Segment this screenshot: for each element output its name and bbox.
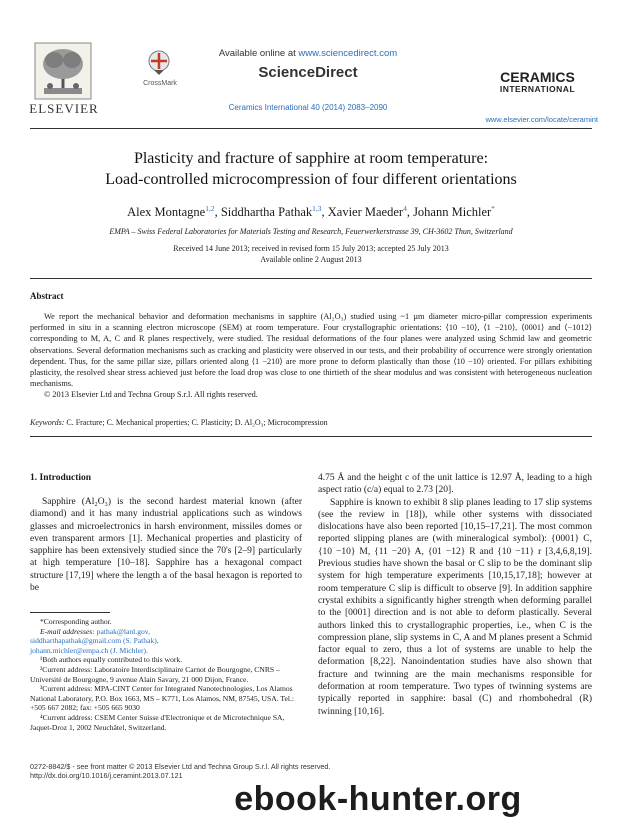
elsevier-tree-logo-icon	[34, 42, 92, 100]
footnote-4: ⁴Current address: CSEM Center Suisse d'Electronique et de Microtechnique SA, Jaquet-Droz 1, 2002 Neuchâtel, Switzerland.	[30, 712, 285, 732]
author-name: Xavier Maeder	[327, 205, 404, 219]
article-dates	[30, 244, 592, 265]
email-link-pathak-lanl[interactable]: pathak@lanl.gov,	[96, 626, 150, 636]
corresponding-author-mark[interactable]: *	[491, 204, 495, 213]
author-affil-mark[interactable]: 1,2	[205, 204, 215, 213]
email-link-pathak-gmail[interactable]: siddharthapathak@gmail.com (S. Pathak),	[30, 636, 159, 646]
online-date: Available online 2 August 2013	[260, 254, 362, 264]
author-affil-mark[interactable]: 1,3	[312, 204, 322, 213]
footnote-2: ²Current address: Laboratoire Interdisciplinaire Carnot de Bourgogne, CNRS – Université de Bourgogne, 9 avenue Alain Savary, 21 000 Dijon, France.	[30, 664, 280, 684]
journal-url	[420, 115, 598, 124]
journal-url-link[interactable]: www.elsevier.com/locate/ceramint	[485, 115, 598, 124]
keywords-list: C. Fracture; C. Mechanical properties; C. Plasticity; D. Al₂O₃; Microcompression	[66, 418, 328, 427]
keywords	[30, 418, 592, 427]
issn-line: 0272-8842/$ - see front matter © 2013 Elsevier Ltd and Techna Group S.r.l. All rights reserved.	[30, 762, 331, 771]
affiliation: EMPA – Swiss Federal Laboratories for Materials Testing and Research, Feuerwerkerstrasse 39, CH-3602 Thun, Switzerland	[109, 227, 513, 236]
footnote-corresponding: *Corresponding author.	[40, 617, 112, 626]
author-affil-mark[interactable]: 4	[403, 204, 407, 213]
elsevier-wordmark: ELSEVIER	[29, 101, 99, 116]
intro-paragraph-continued: 4.75 Å and the height c of the unit lattice is 12.97 Å, leading to a high aspect ratio (c/a) equal to 2.73 [20].	[318, 473, 592, 496]
email-label: E-mail addresses:	[40, 626, 95, 636]
abstract-heading: Abstract	[30, 291, 64, 301]
bottom-issn-doi	[30, 762, 592, 781]
doi-link[interactable]: http://dx.doi.org/10.1016/j.ceramint.2013.07.121	[30, 771, 183, 781]
abstract-bottom-rule	[30, 436, 592, 437]
body-column-right	[318, 472, 592, 718]
email-link-michler[interactable]: johann.michler@empa.ch (J. Michler).	[30, 645, 148, 655]
masthead-rule	[30, 128, 592, 129]
available-prefix: Available online at	[218, 48, 299, 59]
footnotes	[30, 617, 302, 732]
author-name: Siddhartha Pathak	[220, 205, 313, 219]
keywords-label: Keywords:	[30, 418, 65, 427]
abstract-copyright: © 2013 Elsevier Ltd and Techna Group S.r.l. All rights reserved.	[44, 390, 258, 400]
journal-brand	[480, 70, 595, 94]
crossmark-icon[interactable]	[148, 50, 170, 76]
section-heading-introduction: 1. Introduction	[30, 473, 92, 483]
crossmark-label: CrossMark	[143, 80, 177, 87]
available-online-line	[208, 48, 408, 59]
body-column-left	[30, 496, 302, 594]
sciencedirect-link[interactable]: www.sciencedirect.com	[298, 48, 398, 59]
watermark: ebook-hunter.org	[234, 780, 522, 818]
title-line-2: Load-controlled microcompression of four different orientations	[105, 171, 517, 188]
footnote-1: ¹Both authors equally contributed to this work.	[40, 655, 183, 665]
journal-brand-line2: INTERNATIONAL	[499, 84, 576, 94]
abstract-top-rule	[30, 278, 592, 279]
journal-reference-link[interactable]: Ceramics International 40 (2014) 2083–2090	[228, 103, 388, 112]
author-name: Johann Michler	[413, 205, 492, 219]
footnote-rule	[30, 612, 110, 613]
journal-brand-line1: CERAMICS	[500, 69, 575, 85]
author-name: Alex Montagne	[127, 205, 206, 219]
footnote-emails	[30, 627, 302, 656]
footnote-3: ³Current address: MPA-CINT Center for Integrated Nanotechnologies, Los Alamos National Laboratory, P.O. Box 1663, MS – K771, Los Alamos, NM, 87545, USA. Tel.: +505 667 2082; fax: +505 665 9030	[30, 684, 294, 713]
article-title	[30, 148, 592, 190]
received-dates: Received 14 June 2013; received in revised form 15 July 2013; accepted 25 July 2013	[173, 244, 449, 253]
masthead	[0, 0, 620, 135]
author-list: Alex Montagne$^{1,2}$, Siddhartha Pathak$^{1,3}$, Xavier Maeder$^4$, Johann Michler*	[127, 204, 495, 219]
title-line-1: Plasticity and fracture of sapphire at room temperature:	[133, 150, 489, 167]
intro-paragraph-1: Sapphire (Al₂O₃) is the second hardest material known (after diamond) and it has many industrial applications such as windows glasses and microelectronics in harsh environment, missiles domes or even transparent armors [1]. Mechanical properties and plasticity of sapphire has been extensively studied since the 70's [2–9] particularly at high temperature [10–18]. Sapphire has a hexagonal compact structure [17,19] where the length a of the basal hexagon is reported to be	[30, 497, 302, 594]
abstract-body	[30, 311, 592, 401]
sciencedirect-wordmark: ScienceDirect	[258, 64, 358, 81]
abstract-text: We report the mechanical behavior and deformation mechanisms in sapphire (Al₂O₃) studied using ~1 µm diameter micro-pillar compression experiments performed in situ in a scanning electron microscope (SEM) at room temperature. Four crystallographic orientations: ⟨10 −10⟩, ⟨1 −210⟩, ⟨0001⟩ and ⟨−1012⟩ corresponding to M, A, C and R planes respectively, were studied. The residual deformations of the four planes were analyzed using Schmid law and geometric observations. Several deformation mechanisms such as cracking and plasticity were observed in our tests, and their probability of occurrence were strongly orientation dependent. Thus, for the same pillar size, pillars oriented along ⟨1 −210⟩ are more prone to deform plastically than those ⟨10 −10⟩ oriented. For pillars exhibiting plasticity, the resolved shear stress achieved just before the load drop was close to one thirtieth of the shear modulus and was consistent with heterogeneous nucleation mechanisms.	[30, 312, 592, 389]
intro-paragraph-2: Sapphire is known to exhibit 8 slip planes leading to 17 slip systems (see the review in [18]), while other systems with dissociated dislocations have also been reported [10,15–17,21]. The most common reported slipping planes are (with mineralogical symbol): {0001} C, {10 −10} M, {11 −20} A, {01 −12} R and {10 −11} r [3,4,6,8,19]. Previous studies have shown the basal or C slip to be the dominant slip system for high temperature experiments [10,15,17,18]; however at room temperature C slip is difficult to observe [9]. In addition sapphire crystal exhibits a significantly higher strength when deforming parallel to the [0001] direction and is not able to deform plastically. Several authors linked this to crystallographic properties, i.e., when C is the compression plane, slip systems in C, A and M planes present a Schmid factor equal to zero, thus a lot of systems are unable to help the deformation [8,22]. Nanoindentation studies have also shown that fracture and twinning are the main mechanisms responsible for deformation at room temperature. Two types of twinning systems are typically reported in sapphire: basal (C) and rhombohedral (R) twinning [10,16].	[318, 497, 592, 717]
